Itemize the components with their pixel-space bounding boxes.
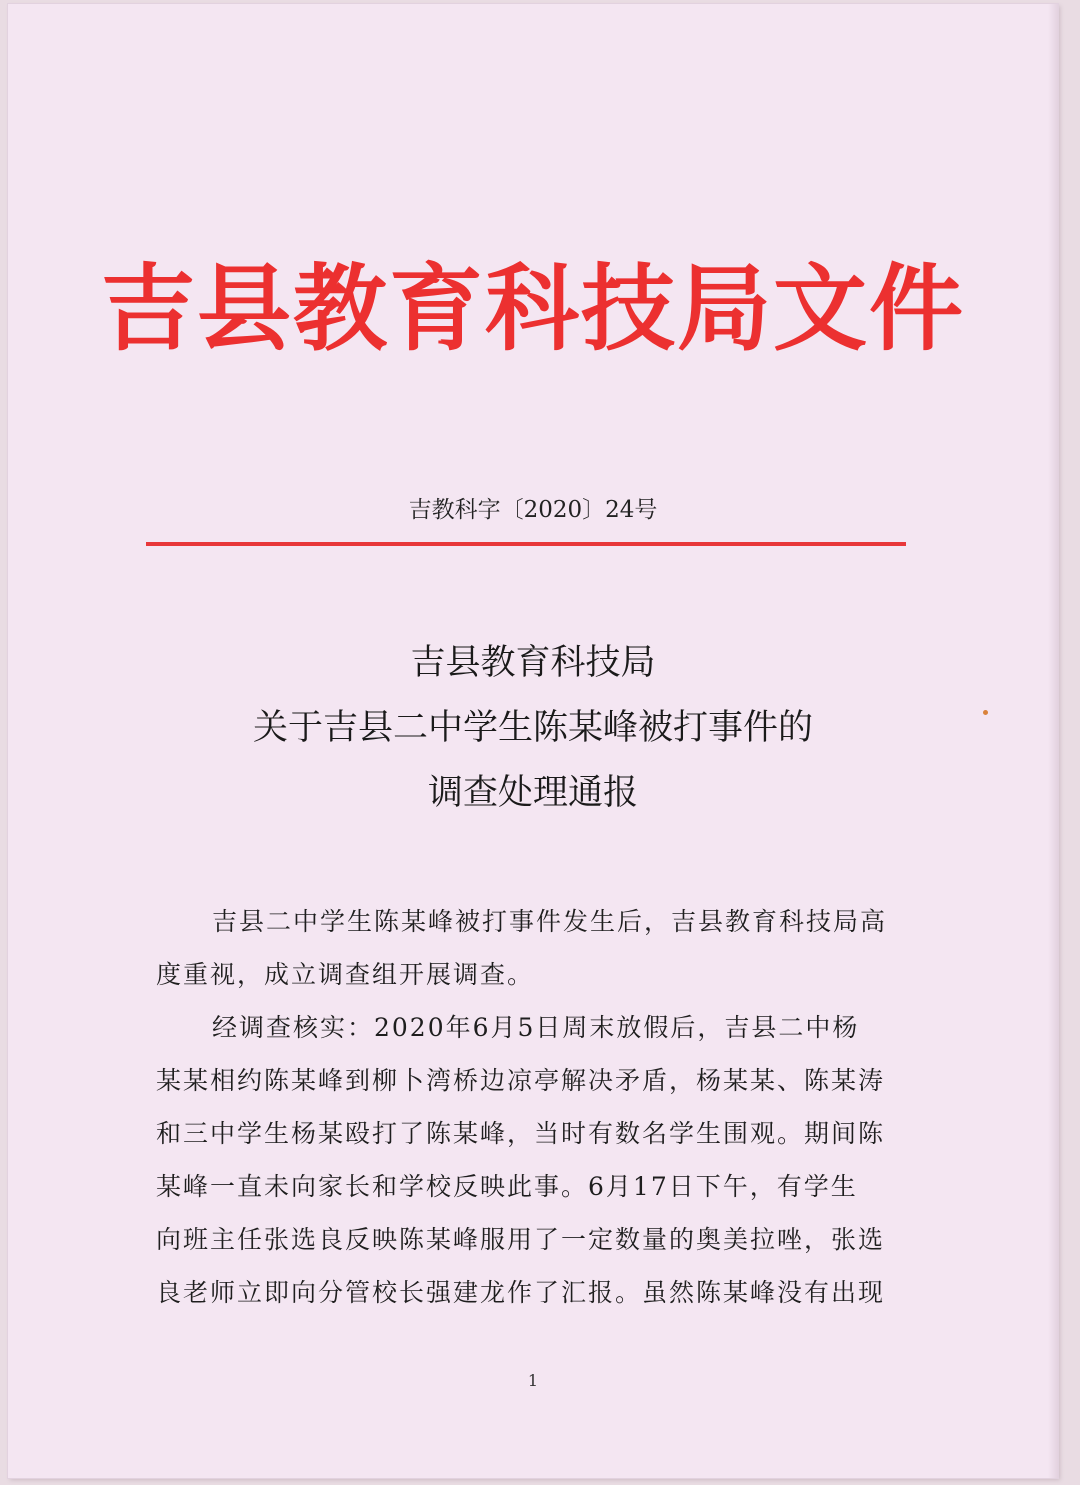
body-line: 吉县二中学生陈某峰被打事件发生后，吉县教育科技局高 — [212, 907, 888, 936]
scan-speck — [983, 710, 988, 715]
body-line: 良老师立即向分管校长强建龙作了汇报。虽然陈某峰没有出现 — [156, 1278, 886, 1307]
body-line: 经调查核实：2020年6月5日周末放假后，吉县二中杨 — [212, 1013, 860, 1042]
issuing-authority-header: 吉县教育科技局文件 — [100, 255, 965, 364]
notice-title-line-2: 关于吉县二中学生陈某峰被打事件的 — [252, 708, 813, 748]
document-number: 吉教科字〔2020〕24号 — [408, 497, 658, 523]
body-line: 度重视，成立调查组开展调查。 — [156, 960, 535, 989]
notice-title-line-3: 调查处理通报 — [427, 773, 638, 813]
document-page — [8, 4, 1058, 1478]
body-line: 向班主任张选良反映陈某峰服用了一定数量的奥美拉唑，张选 — [156, 1225, 886, 1254]
body-line: 某某相约陈某峰到柳卜湾桥边凉亭解决矛盾，杨某某、陈某涛 — [156, 1066, 886, 1095]
body-line: 某峰一直未向家长和学校反映此事。6月17日下午，有学生 — [156, 1172, 858, 1201]
body-line: 和三中学生杨某殴打了陈某峰，当时有数名学生围观。期间陈 — [156, 1119, 886, 1148]
page-number: 1 — [527, 1371, 539, 1390]
red-divider-line — [146, 542, 906, 546]
notice-title-line-1: 吉县教育科技局 — [410, 643, 656, 683]
